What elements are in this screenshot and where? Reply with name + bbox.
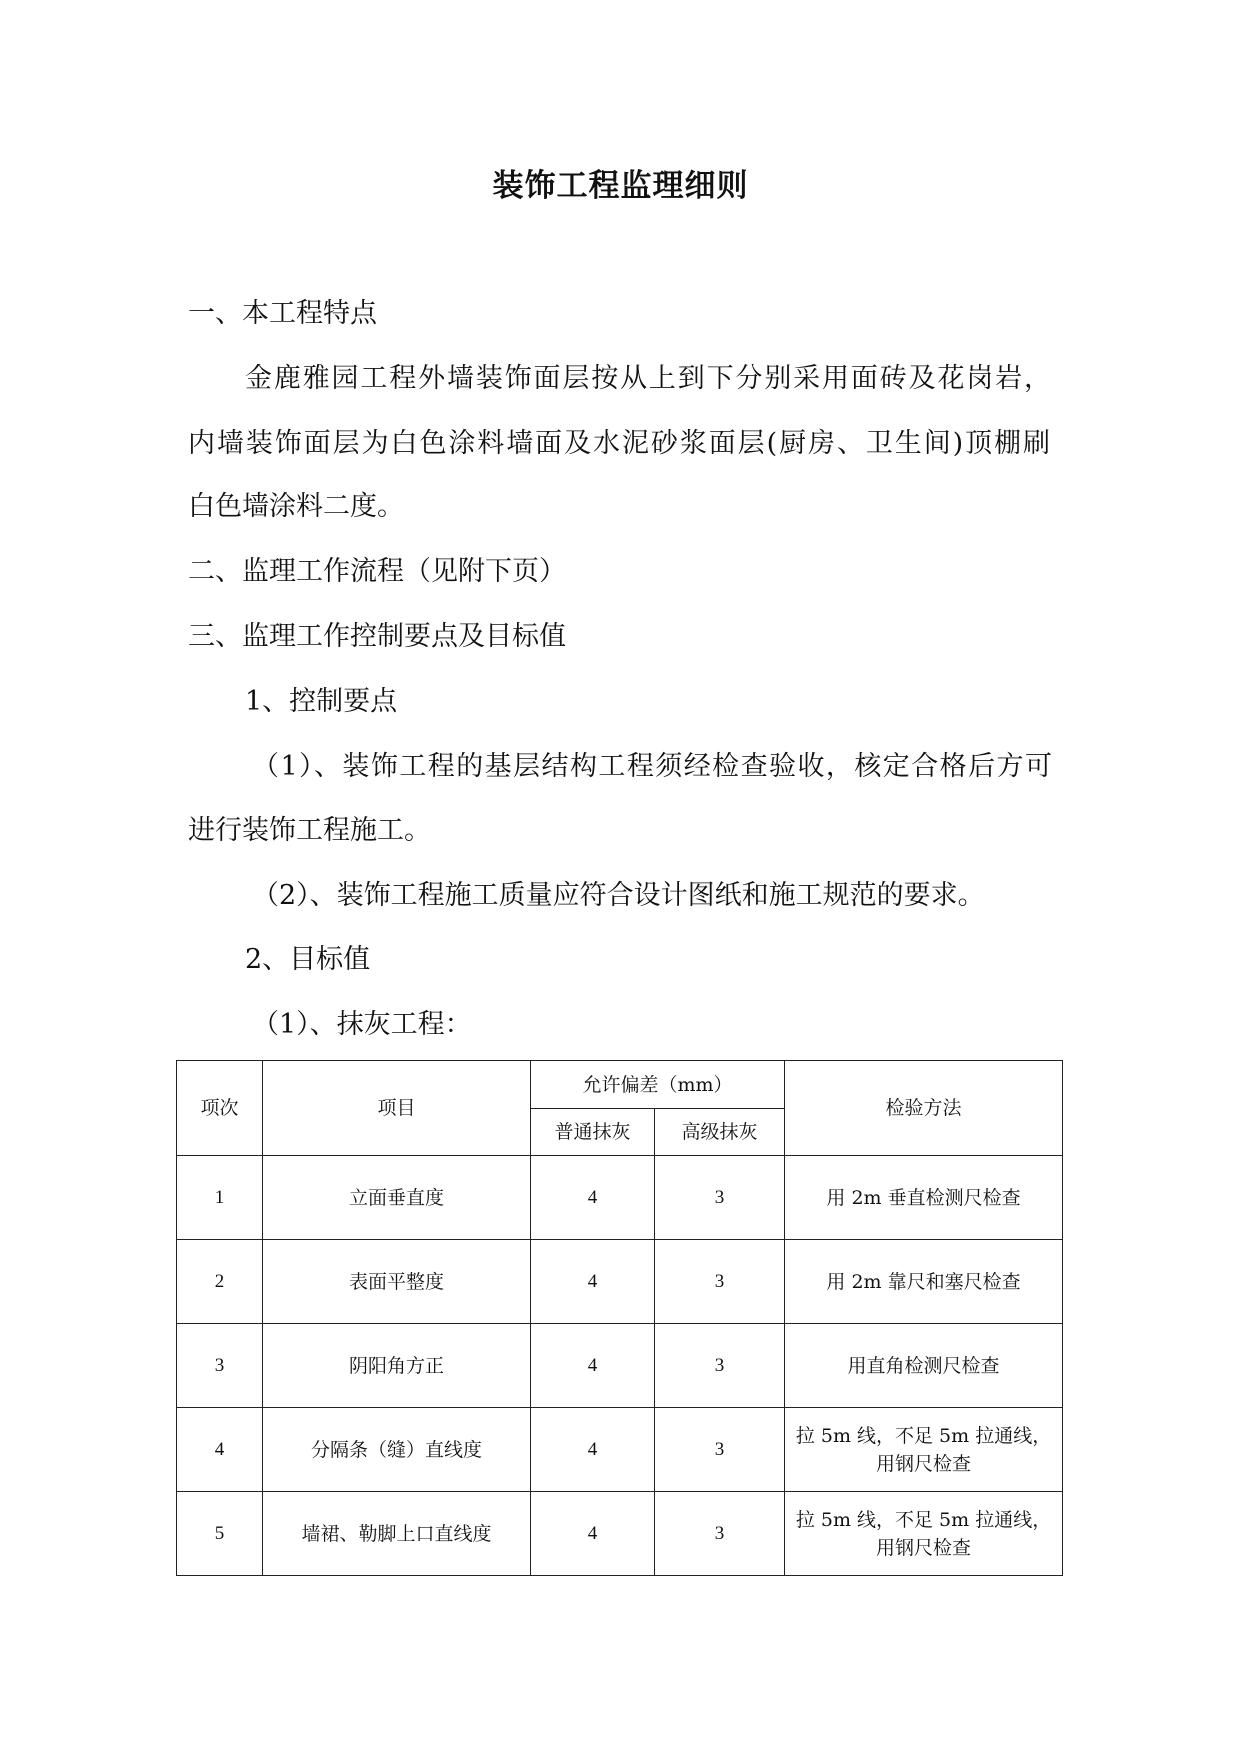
row-method <box>785 1408 1063 1492</box>
section-1-paragraph-line-1: 金鹿雅园工程外墙装饰面层按从上到下分别采用面砖及花岗岩， <box>245 363 1051 394</box>
row-index: 5 <box>177 1492 263 1576</box>
row-method <box>785 1324 1063 1408</box>
row-index: 3 <box>177 1324 263 1408</box>
row-item: 阴阳角方正 <box>263 1324 531 1408</box>
control-point-1-line-1: （1）、装饰工程的基层结构工程须经检查验收，核定合格后方可 <box>252 751 1052 782</box>
row-normal-value: 4 <box>531 1156 655 1240</box>
row-advanced-value: 3 <box>655 1240 785 1324</box>
row-normal-value: 4 <box>531 1240 655 1324</box>
row-method-line-1: 拉 5m 线，不足 5m 拉通线， <box>795 1424 1052 1447</box>
section-2-heading: 二、监理工作流程（见附下页） <box>188 556 566 587</box>
row-item: 立面垂直度 <box>263 1156 531 1240</box>
plastering-tolerance-table <box>176 1060 1063 1576</box>
row-advanced-value: 3 <box>655 1156 785 1240</box>
header-tolerance: 允许偏差（mm） <box>531 1061 785 1109</box>
target-plastering-heading: （1）、抹灰工程： <box>252 1009 472 1040</box>
table-row <box>177 1240 1063 1324</box>
header-item: 项目 <box>263 1061 531 1156</box>
row-advanced-value: 3 <box>655 1492 785 1576</box>
table-row <box>177 1324 1063 1408</box>
row-method-line-2: 用钢尺检查 <box>876 1452 972 1475</box>
table-header-row <box>177 1061 1063 1109</box>
row-method <box>785 1156 1063 1240</box>
row-advanced-value: 3 <box>655 1408 785 1492</box>
control-point-2: （2）、装饰工程施工质量应符合设计图纸和施工规范的要求。 <box>252 880 985 911</box>
row-index: 2 <box>177 1240 263 1324</box>
row-method <box>785 1492 1063 1576</box>
row-method-line-1: 用 2m 垂直检测尺检查 <box>826 1186 1021 1209</box>
control-point-1-line-2: 进行装饰工程施工。 <box>188 815 431 846</box>
subsection-control-points: 1、控制要点 <box>245 686 398 717</box>
row-normal-value: 4 <box>531 1492 655 1576</box>
subsection-target-values: 2、目标值 <box>245 944 371 975</box>
row-item: 墙裙、勒脚上口直线度 <box>263 1492 531 1576</box>
row-method-line-2: 用钢尺检查 <box>876 1536 972 1559</box>
section-1-paragraph-line-2: 内墙装饰面层为白色涂料墙面及水泥砂浆面层(厨房、卫生间)顶棚刷 <box>188 428 1050 459</box>
row-advanced-value: 3 <box>655 1324 785 1408</box>
row-method-line-1: 用 2m 靠尺和塞尺检查 <box>826 1270 1021 1293</box>
section-1-heading: 一、本工程特点 <box>188 298 377 329</box>
section-1-paragraph-line-3: 白色墙涂料二度。 <box>188 491 404 522</box>
row-normal-value: 4 <box>531 1324 655 1408</box>
row-item: 分隔条（缝）直线度 <box>263 1408 531 1492</box>
header-advanced-plaster: 高级抹灰 <box>655 1109 785 1156</box>
row-normal-value: 4 <box>531 1408 655 1492</box>
row-method-line-1: 拉 5m 线，不足 5m 拉通线， <box>795 1508 1052 1531</box>
section-3-heading: 三、监理工作控制要点及目标值 <box>188 621 566 652</box>
row-index: 1 <box>177 1156 263 1240</box>
row-index: 4 <box>177 1408 263 1492</box>
header-normal-plaster: 普通抹灰 <box>531 1109 655 1156</box>
table-row <box>177 1492 1063 1576</box>
header-index: 项次 <box>177 1061 263 1156</box>
document-title: 装饰工程监理细则 <box>492 168 749 204</box>
table-row <box>177 1408 1063 1492</box>
row-method-line-1: 用直角检测尺检查 <box>847 1354 1000 1377</box>
row-method <box>785 1240 1063 1324</box>
row-item: 表面平整度 <box>263 1240 531 1324</box>
table-row <box>177 1156 1063 1240</box>
header-method: 检验方法 <box>785 1061 1063 1156</box>
